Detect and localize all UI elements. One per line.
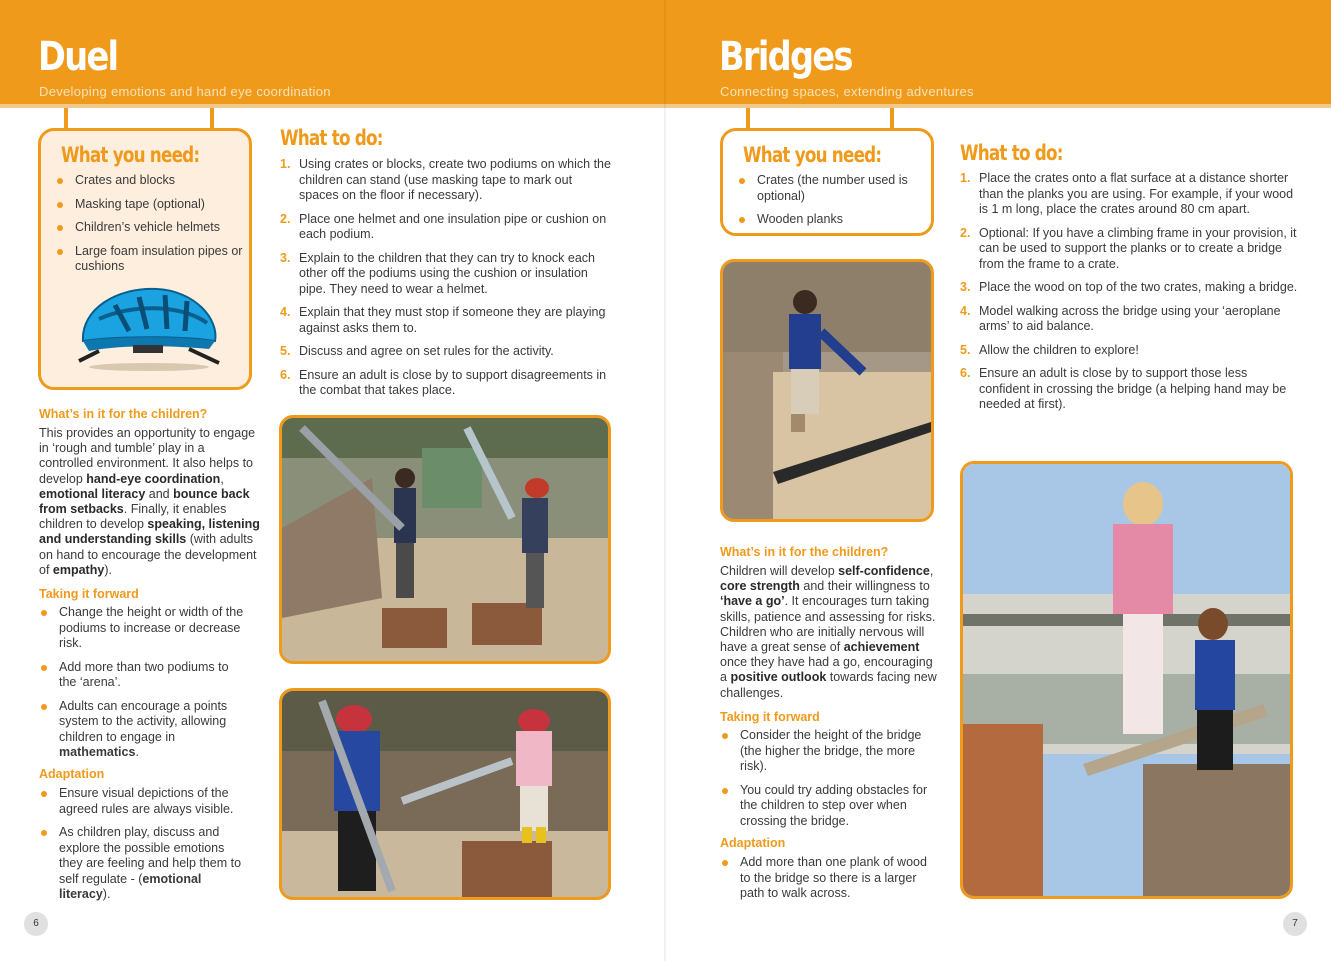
step-item: [960, 343, 1298, 359]
step-item: [960, 226, 1298, 273]
bullet-icon: [57, 249, 63, 255]
box-hanger: [64, 108, 68, 130]
list-item-text: Crates (the number used is optional): [757, 173, 908, 203]
left-need-list: [55, 173, 247, 283]
left-page-subtitle: Developing emotions and hand eye coordination: [39, 84, 331, 99]
bullet-icon: [739, 178, 745, 184]
step-item: [960, 280, 1298, 296]
list-item-text: Adults can encourage a points system to the activity, allowing children to engage in: [59, 698, 228, 744]
step-item: [280, 368, 614, 399]
left-page-number: 6: [24, 912, 48, 936]
left-whats-in-text: This provides an opportunity to engage in ‘rough and tumble’ play in a controlled environment. It also helps to develop hand-eye coordination, emotional literacy and bounce back from setbacks. Finally, it enables children to develop speaking, listening and understanding skills (with adults on hand to encourage the development of empathy).: [39, 426, 260, 577]
step-number: 4.: [280, 305, 291, 319]
list-item-text: As children play, discuss and explore the possible emotions they are feeling and help them to self regulate - (: [59, 825, 242, 886]
step-number: 5.: [960, 342, 971, 357]
step-item: [280, 305, 614, 336]
box-hanger: [890, 108, 894, 130]
step-item: [280, 212, 614, 243]
list-item-text: Change the height or width of the podiums to increase or decrease risk.: [59, 605, 244, 650]
right-whats-in-heading: What’s in it for the children?: [720, 545, 889, 559]
right-page-subtitle: Connecting spaces, extending adventures: [720, 84, 974, 99]
bullet-icon: [57, 178, 63, 184]
step-number: 6.: [280, 367, 291, 382]
right-need-list: [737, 173, 929, 236]
step-number: 2.: [960, 225, 971, 240]
bullet-icon: [722, 860, 728, 866]
step-text: Model walking across the bridge using your ‘aeroplane arms’ to aid balance.: [979, 303, 1281, 333]
list-item-text: Crates and blocks: [75, 173, 176, 187]
left-todo-heading: What to do:: [280, 126, 383, 150]
right-page-title: Bridges: [719, 34, 852, 80]
right-page-number: 7: [1283, 912, 1307, 936]
step-number: 2.: [280, 211, 291, 226]
list-item-text: Add more than one plank of wood to the bridge so there is a larger path to walk across.: [740, 855, 927, 900]
list-item-text: Masking tape (optional): [75, 196, 205, 211]
step-item: [280, 251, 614, 298]
bullet-icon: [57, 225, 63, 231]
step-text: Optional: If you have a climbing frame in your provision, it can be used to support the planks or to create a bridge from the frame to a crate.: [979, 225, 1297, 271]
list-item: [720, 728, 932, 775]
step-number: 1.: [280, 157, 291, 171]
list-item: [737, 212, 929, 228]
box-hanger: [210, 108, 214, 130]
step-number: 1.: [960, 171, 971, 185]
photo-bridges-child-crouching: [720, 259, 934, 522]
left-adaptation-list: [39, 786, 247, 911]
step-number: 4.: [960, 303, 971, 318]
list-item: [39, 605, 247, 652]
right-need-heading: What you need:: [743, 143, 882, 167]
step-number: 5.: [280, 344, 291, 358]
helmet-illustration: [69, 279, 224, 374]
list-item: [39, 786, 247, 817]
list-item-text: Children’s vehicle helmets: [75, 220, 220, 234]
right-adaptation-list: [720, 855, 932, 910]
list-item-bold: emotional literacy: [59, 871, 202, 901]
step-number: 3.: [280, 250, 291, 265]
list-item: [55, 197, 247, 213]
right-todo-heading: What to do:: [960, 141, 1063, 165]
bullet-icon: [41, 791, 47, 797]
step-text: Place the crates onto a flat surface at a distance shorter than the planks you are using. For example, if your wood is 1 m long, place the crates around 80 cm apart.: [979, 171, 1294, 216]
right-taking-heading: Taking it forward: [720, 710, 820, 724]
step-item: [960, 366, 1298, 413]
bullet-icon: [41, 610, 47, 616]
bullet-icon: [41, 830, 47, 836]
right-adaptation-heading: Adaptation: [720, 836, 786, 850]
page-gutter: [664, 0, 666, 961]
list-item: [55, 220, 247, 236]
step-item: [960, 304, 1298, 335]
left-need-heading: What you need:: [61, 143, 200, 167]
step-item: [960, 171, 1298, 218]
list-item: [39, 660, 247, 691]
left-taking-heading: Taking it forward: [39, 587, 139, 601]
list-item-text: Ensure visual depictions of the agreed rules are always visible.: [59, 786, 234, 816]
list-item: [737, 173, 929, 204]
left-steps-list: [280, 157, 614, 407]
list-item-text: Add more than two podiums to the ‘arena’.: [59, 659, 229, 689]
left-taking-list: [39, 605, 247, 769]
left-page-title: Duel: [38, 34, 118, 80]
photo-duel-children-crates: [279, 688, 611, 900]
list-item: [720, 783, 932, 830]
left-adaptation-heading: Adaptation: [39, 767, 105, 781]
right-need-box: [720, 128, 934, 236]
box-hanger: [746, 108, 750, 130]
list-item: [55, 173, 247, 189]
step-text: Explain that they must stop if someone they are playing against asks them to.: [299, 305, 606, 335]
list-item-text: Large foam insulation pipes or cushions: [75, 243, 243, 273]
step-text: Place the wood on top of the two crates, making a bridge.: [979, 280, 1298, 294]
bullet-icon: [41, 665, 47, 671]
list-item-text-end: ).: [102, 887, 111, 901]
list-item-text: Wooden planks: [757, 212, 843, 226]
bullet-icon: [57, 202, 63, 208]
left-need-box: [38, 128, 252, 390]
bullet-icon: [722, 788, 728, 794]
step-text: Ensure an adult is close by to support those less confident in crossing the bridge (a helping hand may be needed at first).: [979, 366, 1287, 411]
list-item: [720, 855, 932, 902]
step-text: Explain to the children that they can try to knock each other off the podiums using the cushion or insulation pipe. They need to wear a helmet.: [299, 250, 596, 296]
list-item-text-end: .: [135, 745, 139, 759]
photo-bridges-girl-on-plank: [960, 461, 1293, 899]
list-item-text: Consider the height of the bridge (the higher the bridge, the more risk).: [740, 728, 922, 773]
list-item: [39, 699, 247, 761]
list-item: [39, 825, 247, 903]
step-number: 3.: [960, 280, 971, 294]
bullet-icon: [41, 704, 47, 710]
right-steps-list: [960, 171, 1298, 421]
step-item: [280, 344, 614, 360]
step-text: Using crates or blocks, create two podiums on which the children can stand (use masking tape to mark out spaces on the floor if necessary).: [299, 157, 611, 202]
step-text: Place one helmet and one insulation pipe or cushion on each podium.: [299, 211, 607, 241]
step-text: Discuss and agree on set rules for the activity.: [299, 344, 554, 358]
list-item-bold: mathematics: [59, 745, 136, 759]
right-whats-in-text: Children will develop self-confidence, core strength and their willingness to ‘have a go’. It encourages turn taking skills, patience and assessing for risks. Children who are initially nervous will have a great sense of achievement once they have had a go, encouraging a positive outlook towards facing new challenges.: [720, 564, 937, 700]
bullet-icon: [722, 733, 728, 739]
right-taking-list: [720, 728, 932, 837]
list-item-text: You could try adding obstacles for the children to step over when crossing the bridge.: [740, 782, 928, 828]
list-item: [55, 244, 247, 275]
left-whats-in-heading: What’s in it for the children?: [39, 407, 208, 421]
step-item: [280, 157, 614, 204]
step-text: Ensure an adult is close by to support disagreements in the combat that takes place.: [299, 367, 607, 397]
step-number: 6.: [960, 366, 971, 380]
step-text: Allow the children to explore!: [979, 342, 1139, 357]
photo-duel-children-sand: [279, 415, 611, 664]
bullet-icon: [739, 217, 745, 223]
